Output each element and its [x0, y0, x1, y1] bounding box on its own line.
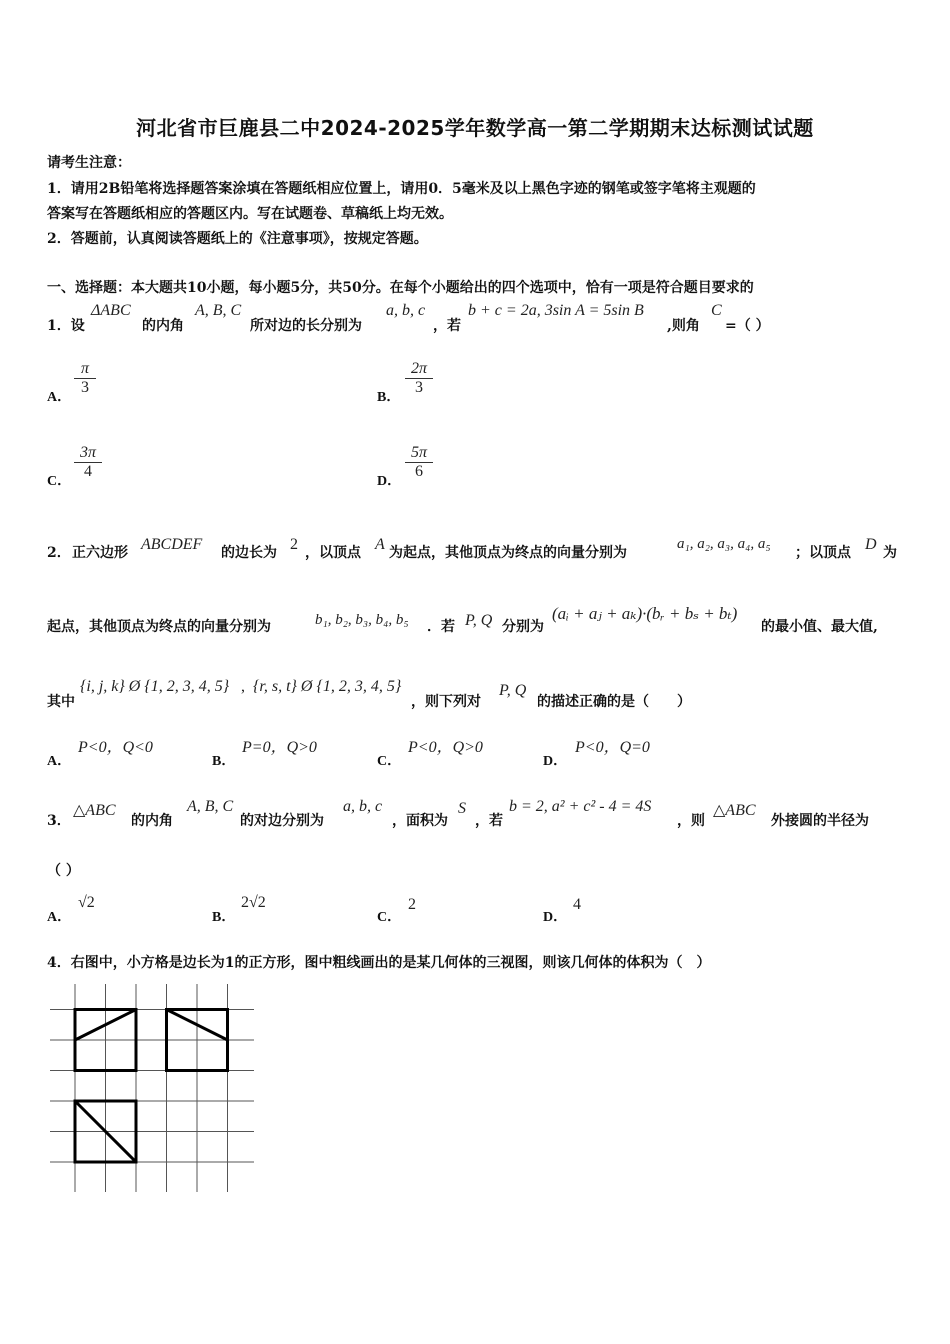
q2-text-8: ．若	[427, 619, 455, 635]
q2-pq: P, Q	[465, 612, 493, 629]
q1-option-c-label: C．	[47, 474, 72, 489]
q2-option-d-value: P<0，Q=0	[575, 739, 650, 756]
section-heading: 一、选择题：本大题共10小题，每小题5分，共50分。在每个小题给出的四个选项中，恰有一项是符合题目要求的	[47, 280, 754, 296]
q3-paren: （ ）	[47, 863, 80, 879]
q3-text-4: ，若	[475, 813, 503, 829]
q2-text-4: 为起点，其他顶点为终点的向量分别为	[389, 545, 627, 561]
q3-sides: a, b, c	[343, 798, 383, 815]
q3-angles: A, B, C	[187, 798, 234, 815]
q2-option-b-label: B．	[212, 754, 236, 769]
q2-option-b-value: P=0，Q>0	[242, 739, 317, 756]
q1-option-d-value: $\frac{5\pi}{6}$	[405, 444, 433, 481]
q3-option-a-label: A．	[47, 910, 72, 925]
q2-option-a-label: A．	[47, 754, 72, 769]
q3-text-6: 外接圆的半径为	[771, 813, 869, 829]
q1-condition: b + c = 2a, 3sin A = 5sin B	[468, 302, 644, 319]
question-4: 4．右图中，小方格是边长为1的正方形，图中粗线画出的是某几何体的三视图，则该几何体的体积为（ ）	[47, 955, 711, 971]
q1-option-c-value: $\frac{3\pi}{4}$	[74, 444, 102, 481]
q1-number: 1．设	[47, 318, 85, 334]
q3-option-c-value: 2	[408, 896, 416, 913]
q3-triangle-2: △ABC	[713, 802, 756, 819]
q3-text-5: ，则	[677, 813, 705, 829]
q1-triangle: ΔABC	[91, 302, 131, 319]
q1-option-a-label: A．	[47, 390, 72, 405]
q3-option-b-label: B．	[212, 910, 236, 925]
q2-comma: ,	[241, 678, 245, 695]
notice-line1a: 1．请用2B铅笔将选择题答案涂填在答题纸相应位置上，请用0．5毫米及以上黑色字迹的钢笔或签字笔将主观题的	[47, 181, 756, 197]
q2-text-6: 为	[883, 545, 897, 561]
q1-text-2: 所对边的长分别为	[250, 318, 362, 334]
q3-option-b-value: 2√2	[241, 894, 266, 911]
q2-text-13: 的描述正确的是（ ）	[537, 694, 691, 710]
q2-b-vectors: b₁, b₂, b₃, b₄, b₅	[315, 612, 409, 628]
q3-text-2: 的对边分别为	[240, 813, 324, 829]
q2-text-10: 的最小值、最大值,	[761, 619, 878, 635]
q3-area-s: S	[458, 800, 466, 817]
q1-option-b-value: $\frac{2\pi}{3}$	[405, 360, 433, 397]
q3-option-d-value: 4	[573, 896, 581, 913]
q2-option-a-value: P<0，Q<0	[78, 739, 153, 756]
q1-angle-c: C	[711, 302, 722, 319]
q2-option-d-label: D．	[543, 754, 568, 769]
q2-vertex-d: D	[865, 536, 877, 553]
q2-side-length: 2	[290, 536, 298, 553]
q3-option-a-value: √2	[78, 894, 95, 911]
q2-text-11: 其中	[47, 694, 75, 710]
q2-text-5: ；以顶点	[795, 545, 851, 561]
q2-text-1: 正六边形	[72, 545, 128, 561]
q2-hexagon: ABCDEF	[141, 536, 203, 553]
q3-number: 3．	[47, 813, 71, 829]
page-title: 河北省市巨鹿县二中2024-2025学年数学高一第二学期期末达标测试试题	[136, 116, 814, 140]
q2-option-c-label: C．	[377, 754, 402, 769]
q2-vertex-a: A	[375, 536, 385, 553]
q2-expression: (aᵢ + aⱼ + aₖ)·(bᵣ + bₛ + bₜ)	[552, 604, 738, 623]
q3-option-d-label: D．	[543, 910, 568, 925]
notice-heading: 请考生注意：	[47, 155, 131, 171]
q1-text-4: ,则角	[667, 318, 700, 334]
q1-option-b-label: B．	[377, 390, 401, 405]
q3-option-c-label: C．	[377, 910, 402, 925]
q2-text-2: 的边长为	[221, 545, 277, 561]
q2-text-9: 分别为	[502, 619, 544, 635]
q2-text-12: ，则下列对	[411, 694, 481, 710]
q2-pq-2: P, Q	[499, 682, 527, 699]
q1-text-1: 的内角	[142, 318, 184, 334]
q2-text-7: 起点，其他顶点为终点的向量分别为	[47, 619, 271, 635]
notice-line2: 2．答题前，认真阅读答题纸上的《注意事项》，按规定答题。	[47, 231, 428, 247]
q1-option-d-label: D．	[377, 474, 402, 489]
notice-line1b: 答案写在答题纸相应的答题区内。写在试题卷、草稿纸上均无效。	[47, 206, 453, 222]
q3-condition: b = 2, a² + c² - 4 = 4S	[509, 798, 652, 815]
q2-set-2: {r, s, t} Ø {1, 2, 3, 4, 5}	[253, 678, 402, 695]
q3-text-3: ，面积为	[392, 813, 448, 829]
q3-triangle: △ABC	[73, 802, 116, 819]
q1-text-3: ，若	[433, 318, 461, 334]
q2-a-vectors: a₁, a₂, a₃, a₄, a₅	[677, 536, 771, 552]
q1-text-5: =（ ）	[725, 318, 770, 334]
q1-option-a-value: $\frac{\pi}{3}$	[74, 360, 96, 397]
q2-text-3: ，以顶点	[305, 545, 361, 561]
q2-option-c-value: P<0，Q>0	[408, 739, 483, 756]
three-view-figure	[46, 980, 258, 1196]
q1-angles: A, B, C	[195, 302, 242, 319]
q3-text-1: 的内角	[131, 813, 173, 829]
q2-set-1: {i, j, k} Ø {1, 2, 3, 4, 5}	[80, 678, 230, 695]
q2-number: 2．	[47, 545, 71, 561]
q1-sides: a, b, c	[386, 302, 426, 319]
